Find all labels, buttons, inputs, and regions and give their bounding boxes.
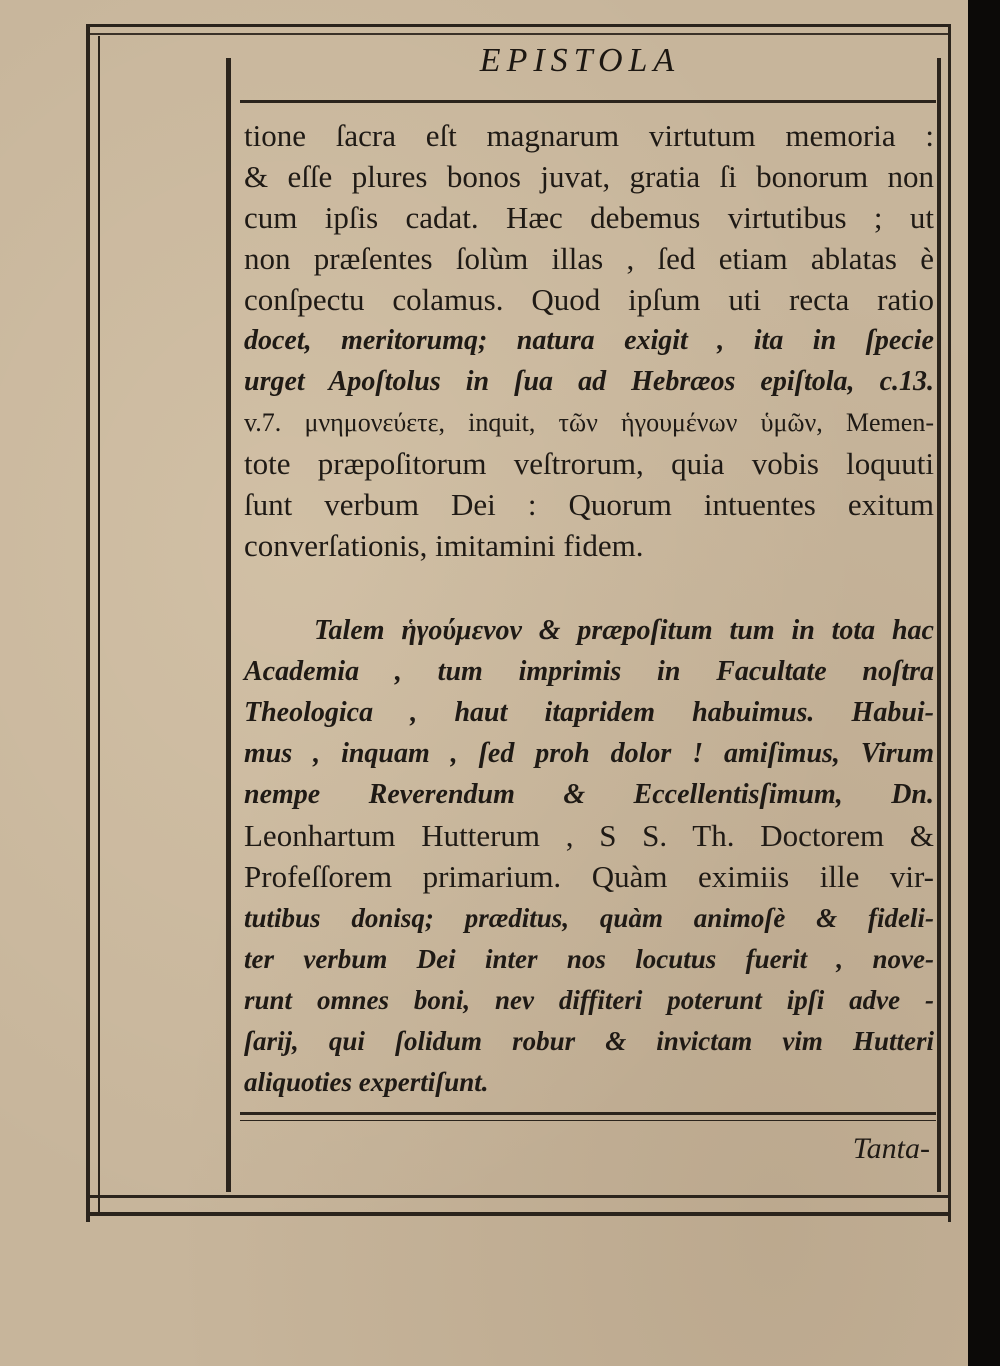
text-line-italic: ſarij, qui ſolidum robur & invictam vim Hutteri — [244, 1026, 934, 1056]
text-line-italic: urget Apoſtolus in ſua ad Hebræos epiſtola, c.13. — [244, 366, 934, 397]
text-line-italic: docet, meritorumq; natura exigit , ita in ſpecie — [244, 325, 934, 356]
text-line: tione ſacra eſt magnarum virtutum memoria : — [244, 118, 934, 153]
text-line-italic: Academia , tum imprimis in Facultate noſtra — [244, 656, 934, 687]
catchword: Tanta- — [852, 1132, 930, 1165]
top-rule — [86, 24, 950, 27]
text-line-italic: tutibus donisq; præditus, quàm animoſè & fideli- — [244, 903, 934, 933]
text-line-greek: v.7. μνημονεύετε, inquit, τῶν ἡγουμένων ὑμῶν, Memen- — [244, 408, 934, 437]
text-line-italic: mus , inquam , ſed proh dolor ! amiſimus, Virum — [244, 738, 934, 769]
left-outer-rule-2 — [98, 36, 100, 1212]
text-line-italic: ter verbum Dei inter nos locutus fuerit , nove- — [244, 944, 934, 974]
header-rule — [240, 100, 936, 103]
running-head: EPISTOLA — [479, 42, 681, 79]
text-line-italic: Theologica , haut itapridem habuimus. Habui- — [244, 697, 934, 728]
text-line: Profeſſorem primarium. Quàm eximiis ille vir- — [244, 859, 934, 894]
text-line: Leonhartum Hutterum , S S. Th. Doctorem & — [244, 818, 934, 853]
text-line: conſpectu colamus. Quod ipſum uti recta ratio — [244, 282, 934, 317]
text-line: non præſentes ſolùm illas , ſed etiam ablatas è — [244, 241, 934, 276]
text-line-italic: aliquoties expertiſunt. — [244, 1067, 489, 1097]
text-bottom-rule — [240, 1112, 936, 1115]
text-line: converſationis, imitamini fidem. — [244, 528, 644, 563]
top-rule-inner — [86, 33, 950, 35]
left-outer-rule — [86, 24, 90, 1222]
text-bottom-rule-2 — [240, 1120, 936, 1121]
text-line-italic: runt omnes boni, nev diffiteri poterunt ipſi adve - — [244, 985, 934, 1015]
left-inner-rule — [226, 58, 231, 1192]
text-line: ſunt verbum Dei : Quorum intuentes exitum — [244, 487, 934, 522]
text-line-italic: Talem ἡγούμενον & præpoſitum tum in tota hac — [314, 615, 934, 646]
page-bottom-rule — [86, 1195, 950, 1198]
text-line: & eſſe plures bonos juvat, gratia ſi bonorum non — [244, 159, 934, 194]
right-inner-rule — [937, 58, 941, 1192]
text-line-italic: nempe Reverendum & Eccellentisſimum, Dn. — [244, 779, 934, 810]
text-line: tote præpoſitorum veſtrorum, quia vobis loquuti — [244, 446, 934, 481]
dark-margin — [968, 0, 1000, 1366]
page-bottom-rule-2 — [86, 1212, 950, 1216]
right-outer-rule — [948, 24, 951, 1222]
text-line: cum ipſis cadat. Hæc debemus virtutibus ; ut — [244, 200, 934, 235]
